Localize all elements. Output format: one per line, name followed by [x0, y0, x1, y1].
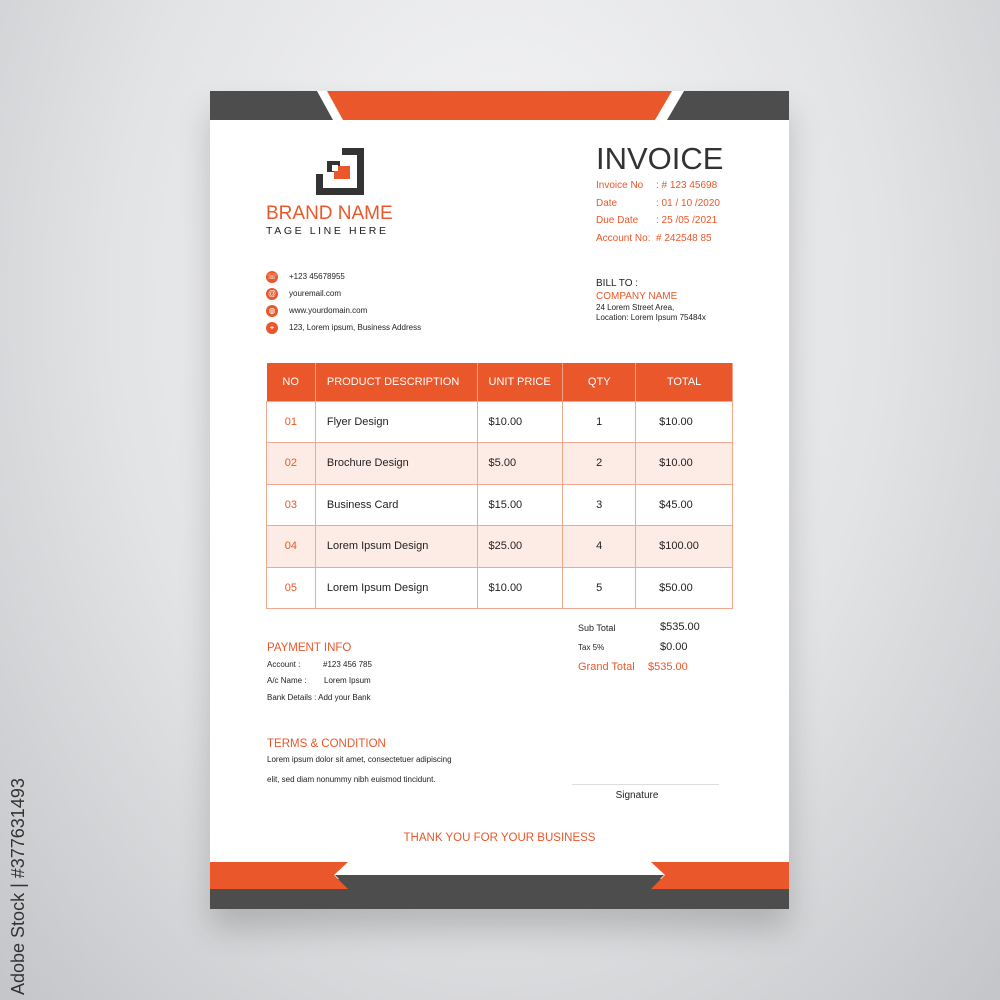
signature-line — [572, 784, 719, 785]
items-table — [266, 363, 733, 609]
table-row — [267, 443, 733, 485]
table-row — [267, 484, 733, 526]
due-date: Due Date : 25 /05 /2021 — [596, 215, 718, 226]
stock-watermark-label: Adobe Stock | #377631493 — [8, 778, 28, 995]
item-total: $10.00 — [636, 443, 733, 485]
item-no: 01 — [267, 401, 316, 443]
item-no: 03 — [267, 484, 316, 526]
location-icon: ⌖ — [266, 322, 278, 334]
terms — [267, 738, 452, 784]
item-qty: 2 — [563, 443, 636, 485]
item-no: 05 — [267, 567, 316, 609]
account-value: #123 456 785 — [323, 660, 372, 669]
account-label: Account : — [267, 660, 301, 669]
terms-line-2: elit, sed diam nonummy nibh euismod tincidunt. — [267, 775, 436, 784]
item-total: $10.00 — [636, 401, 733, 443]
subtotal-label: Sub Total — [578, 623, 616, 633]
invoice-page — [210, 91, 789, 909]
item-unit-price: $15.00 — [477, 484, 563, 526]
brand-name: BRAND NAME — [266, 203, 393, 224]
account-number: Account No: # 242548 85 — [596, 232, 712, 244]
col-total: TOTAL — [636, 363, 733, 401]
col-unit-price: UNIT PRICE — [477, 363, 563, 401]
phone-icon: ☏ — [266, 272, 277, 281]
item-unit-price: $5.00 — [477, 443, 563, 485]
tax-value: $0.00 — [660, 641, 688, 653]
item-qty: 5 — [563, 567, 636, 609]
bottom-banner — [210, 861, 789, 909]
item-unit-price: $10.00 — [477, 567, 563, 609]
item-description: Business Card — [315, 484, 477, 526]
item-description: Brochure Design — [315, 443, 477, 485]
item-description: Lorem Ipsum Design — [315, 567, 477, 609]
table-row — [267, 401, 733, 443]
grand-total-label: Grand Total — [578, 661, 635, 673]
globe-icon: ◍ — [266, 305, 278, 317]
thank-you-text: THANK YOU FOR YOUR BUSINESS — [403, 832, 596, 844]
brand-logo — [314, 146, 366, 198]
bill-to-location: Location: Lorem Ipsum 75484x — [596, 313, 706, 322]
col-description: PRODUCT DESCRIPTION — [315, 363, 477, 401]
table-row — [267, 567, 733, 609]
account-name-label: A/c Name : — [267, 676, 307, 685]
email-icon: @ — [267, 289, 277, 298]
item-description: Lorem Ipsum Design — [315, 526, 477, 568]
invoice-number: Invoice No : # 123 45698 — [596, 180, 718, 191]
terms-line-1: Lorem ipsum dolor sit amet, consectetuer adipiscing — [267, 755, 452, 764]
invoice-date: Date : 01 / 10 /2020 — [596, 197, 720, 209]
item-no: 02 — [267, 443, 316, 485]
subtotal-value: $535.00 — [660, 621, 700, 633]
terms-title: TERMS & CONDITION — [267, 738, 386, 750]
payment-title: PAYMENT INFO — [267, 642, 352, 654]
brand-tagline: TAGE LINE HERE — [266, 225, 389, 237]
bill-to-company: COMPANY NAME — [596, 291, 678, 302]
top-banner — [210, 91, 789, 121]
item-qty: 3 — [563, 484, 636, 526]
invoice-title: INVOICE — [596, 141, 724, 176]
website-text: www.yourdomain.com — [289, 306, 368, 315]
item-qty: 4 — [563, 526, 636, 568]
grand-total-value: $535.00 — [648, 661, 688, 673]
item-unit-price: $25.00 — [477, 526, 563, 568]
col-no: NO — [267, 363, 316, 401]
account-name-value: Lorem Ipsum — [324, 676, 371, 685]
payment-info — [267, 642, 372, 702]
phone-text: +123 45678955 — [289, 272, 345, 281]
bill-to — [596, 278, 706, 322]
item-no: 04 — [267, 526, 316, 568]
tax-label: Tax 5% — [578, 643, 605, 652]
bill-to-label: BILL TO : — [596, 278, 639, 289]
item-total: $50.00 — [636, 567, 733, 609]
signature-label: Signature — [615, 790, 659, 801]
invoice-meta — [596, 177, 720, 247]
bank-details: Bank Details : Add your Bank — [267, 693, 371, 702]
address-text: 123, Lorem ipsum, Business Address — [289, 323, 422, 332]
bill-to-address: 24 Lorem Street Area, — [596, 303, 675, 312]
item-description: Flyer Design — [315, 401, 477, 443]
item-total: $45.00 — [636, 484, 733, 526]
col-qty: QTY — [563, 363, 636, 401]
item-qty: 1 — [563, 401, 636, 443]
item-unit-price: $10.00 — [477, 401, 563, 443]
table-header — [267, 363, 733, 401]
table-row — [267, 526, 733, 568]
item-total: $100.00 — [636, 526, 733, 568]
email-text: youremail.com — [289, 289, 342, 298]
